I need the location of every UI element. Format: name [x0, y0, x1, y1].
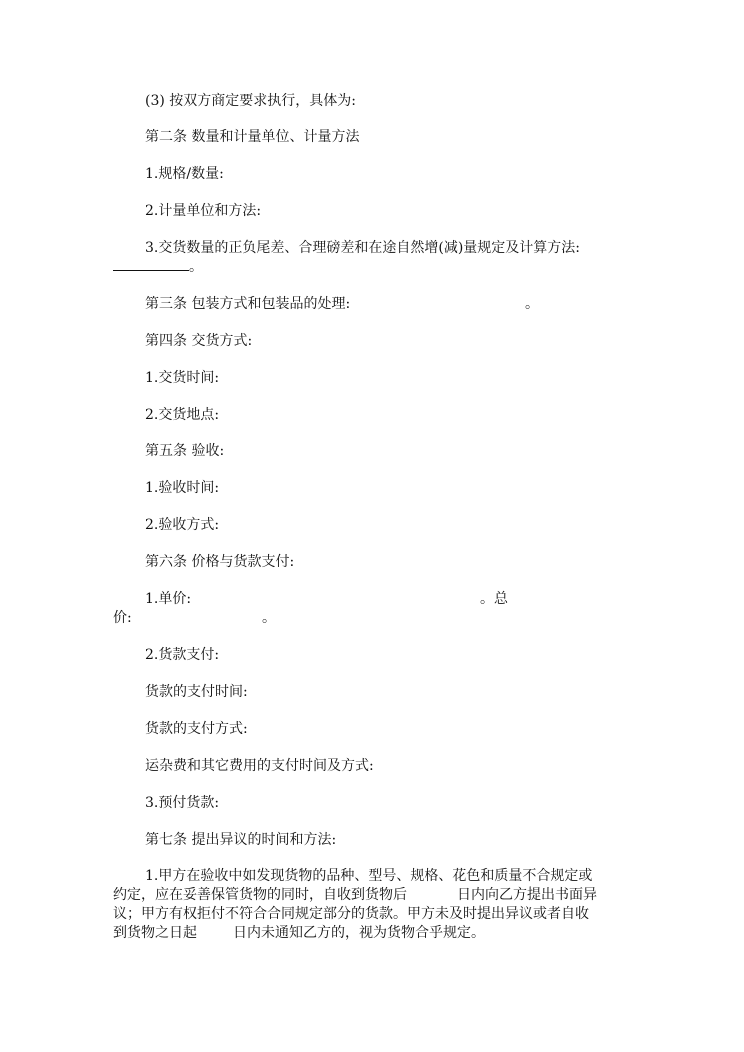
clause-4-heading: 第四条 交货方式: [145, 333, 253, 349]
clause-7-heading: 第七条 提出异议的时间和方法: [145, 832, 337, 848]
clause-4-item-2: 2.交货地点: [145, 407, 220, 423]
clause-7-item-1-line-4a: 到货物之日起 [113, 925, 197, 941]
clause-5-item-1: 1.验收时间: [145, 480, 220, 496]
clause-7-item-1-line-2b: 日内向乙方提出书面异 [457, 887, 597, 903]
misc-fee-payment: 运杂费和其它费用的支付时间及方式: [145, 758, 374, 774]
clause-2-item-3: 3.交货数量的正负尾差、合理磅差和在途自然增(减)量规定及计算方法: [145, 240, 580, 256]
clause-6-total-label: 价: [113, 610, 132, 626]
clause-6-unit-price: 1.单价: [145, 591, 192, 607]
clause-5-item-2: 2.验收方式: [145, 517, 220, 533]
clause-7-item-1-line-3: 议；甲方有权拒付不符合合同规定部分的货款。甲方未及时提出异议或者自收 [113, 906, 589, 922]
clause-6-item-2: 2.货款支付: [145, 647, 220, 663]
clause-7-item-1-line-2a: 约定，应在妥善保管货物的同时，自收到货物后 [113, 887, 407, 903]
clause-4-item-1: 1.交货时间: [145, 370, 220, 386]
clause-7-item-1-line-1: 1.甲方在验收中如发现货物的品种、型号、规格、花色和质量不合规定或 [145, 868, 593, 884]
clause-6-item-3: 3.预付货款: [145, 795, 220, 811]
clause-3-period: 。 [525, 296, 539, 312]
clause-2-heading: 第二条 数量和计量单位、计量方法 [145, 129, 360, 145]
clause-6-total-start: 。总 [480, 591, 508, 607]
payment-time: 货款的支付时间: [145, 684, 248, 700]
clause-5-heading: 第五条 验收: [145, 443, 225, 459]
clause-2-item-2: 2.计量单位和方法: [145, 203, 262, 219]
period: 。 [189, 259, 203, 275]
fill-blank-underline [113, 258, 189, 271]
clause-2-item-1: 1.规格/数量: [145, 166, 224, 182]
clause-1-item-3: (3) 按双方商定要求执行，具体为: [145, 93, 356, 109]
clause-6-heading: 第六条 价格与货款支付: [145, 554, 295, 570]
clause-6-total-period: 。 [262, 610, 276, 626]
clause-3-heading: 第三条 包装方式和包装品的处理: [145, 296, 351, 312]
clause-7-item-1-line-4b: 日内未通知乙方的，视为货物合乎规定。 [233, 925, 485, 941]
clause-2-item-3-cont [113, 258, 203, 276]
payment-method: 货款的支付方式: [145, 721, 248, 737]
